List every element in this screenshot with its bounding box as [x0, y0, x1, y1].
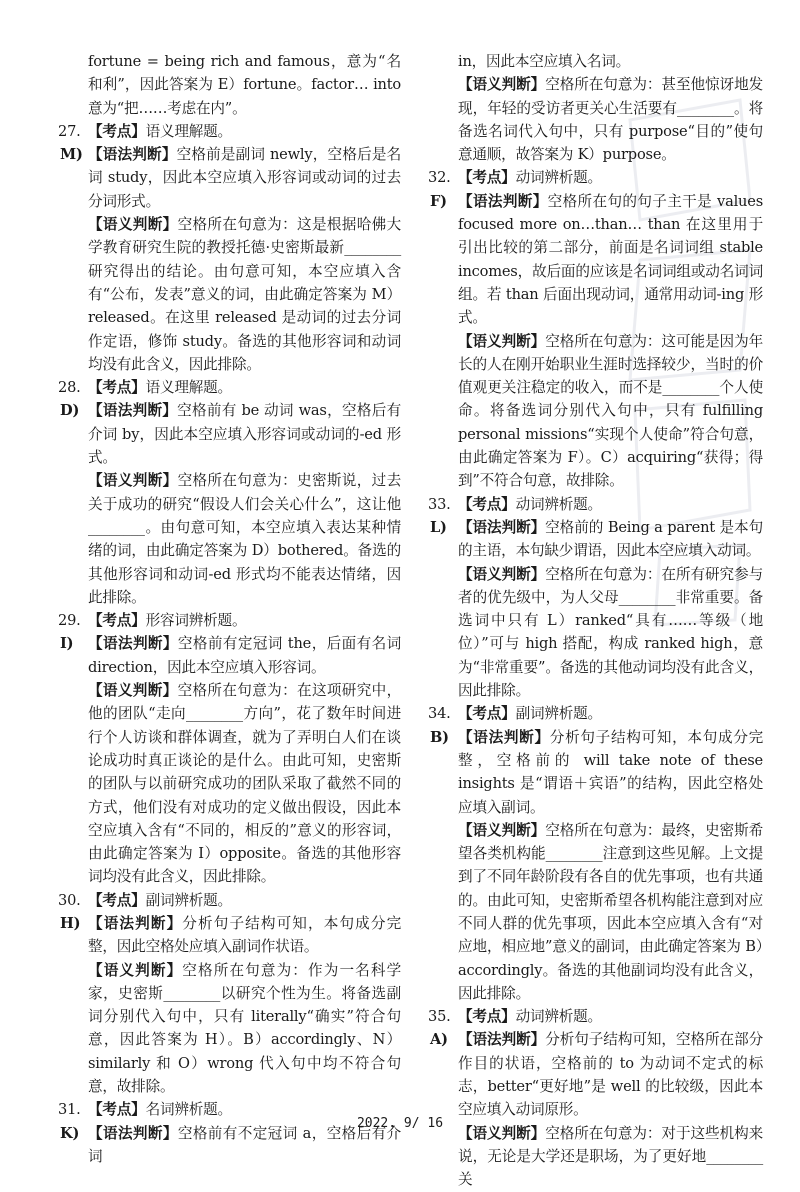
q28-semantic: 【语义判断】空格所在句意为：史密斯说，过去关于成功的研究“假设人们会关心什么”，这让他________。由句意可知，本空应填入表达某种情绪的词，由此确定答案为 D）bothered。备选的其他形容词和动词-ed 形式均不能表达情绪，因此排除。: [88, 472, 401, 606]
q31-grammar: K) 【语法判断】空格前有不定冠词 a，空格后有介词: [58, 1122, 401, 1169]
q29-semantic: 【语义判断】空格所在句意为：在这项研究中，他的团队“走向________方向”，花了数年时间进行个人访谈和群体调查，就为了弄明白人们在谈论成功时真正谈论的是什么。由此可知，史密斯的团队与以前研究成功的团队采取了截然不同的方式，他们没有对成功的定义做出假设，因此本空应填入含有“不同的，相反的”意义的形容词，由此确定答案为 I）opposite。备选的其他形容词均没有此含义，因此排除。: [88, 682, 401, 886]
left-column: [58, 50, 401, 1168]
q28-topic: 【考点】语义理解题。: [88, 379, 232, 397]
page-footer: 2022. 9/ 16: [356, 1116, 444, 1131]
q28-heading: [58, 376, 401, 399]
q31-number: 31.: [58, 1101, 81, 1119]
q34-semantic: 【语义判断】空格所在句意为：最终，史密斯希望各类机构能________注意到这些见解。上文提到了不同年龄阶段有各自的优先事项，也有共通的。由此可知，史密斯希望各机构能注意到对应不同人群的优先事项，因此本空应填入含有“对应地，相应地”意义的副词，由此确定答案为 B）accordingly。备选的其他副词均没有此含义，因此排除。: [458, 821, 763, 1002]
q35-number: 35.: [428, 1008, 451, 1026]
continued-text: fortune = being rich and famous，意为“名和利”，因此答案为 E）fortune。factor… into 意为“把……考虑在内”。: [88, 53, 401, 117]
q27-answer: M): [60, 146, 83, 164]
q32-topic: 【考点】动词辨析题。: [458, 169, 602, 187]
q28-answer: D): [60, 402, 80, 420]
q34-topic: 【考点】副词辨析题。: [458, 705, 602, 723]
q29-topic: 【考点】形容词辨析题。: [88, 612, 247, 630]
q35-grammar: A) 【语法判断】分析句子结构可知，空格所在部分作目的状语，空格前的 to 为动词不定式的标志，better“更好地”是 well 的比较级，因此本空应填入动词原形。: [428, 1028, 763, 1121]
q35-topic: 【考点】动词辨析题。: [458, 1008, 602, 1026]
q30-grammar: H) 【语法判断】分析句子结构可知，本句成分完整，因此空格处应填入副词作状语。: [58, 912, 401, 959]
q34-answer: B): [430, 728, 449, 746]
q29-grammar: I) 【语法判断】空格前有定冠词 the，后面有名词 direction，因此本空应填入形容词。: [58, 632, 401, 679]
q32-heading: [428, 166, 763, 189]
q30-heading: [58, 889, 401, 912]
q29-number: 29.: [58, 612, 81, 630]
q27-number: 27.: [58, 122, 81, 140]
q35-heading: [428, 1005, 763, 1028]
q34-grammar: B) 【语法判断】分析句子结构可知，本句成分完整，空格前的 will take note of these insights 是“谓语＋宾语”的结构，因此空格处应填入副词。: [428, 726, 763, 819]
q33-answer: L): [430, 518, 447, 536]
q32-semantic: 【语义判断】空格所在句意为：这可能是因为年长的人在刚开始职业生涯时选择较少，当时的价值观更关注稳定的收入，而不是________个人使命。将备选词分别代入句中，只有 fulfilling personal missions“实现个人使命”符合句意，由此确定答案为 F）。C）acquiring“获得；得到”不符合句意，故排除。: [458, 332, 763, 490]
q30-semantic: 【语义判断】空格所在句意为：作为一名科学家，史密斯________以研究个性为生。将备选副词分别代入句中，只有 literally“确实”符合句意，因此答案为 H）。B）accordingly、N）similarly 和 O）wrong 代入句中均不符合句意，故排除。: [88, 961, 401, 1096]
continued-text: in，因此本空应填入名词。: [458, 53, 630, 70]
q30-answer: H): [60, 914, 81, 932]
q29-answer: I): [60, 635, 74, 653]
q32-grammar: F) 【语法判断】空格所在句的句子主干是 values focused more on…than… than 在这里用于引出比较的第二部分，前面是名词词组 stable incomes，故后面的应该是名词词组或动名词词组。若 than 后面出现动词，通常用动词-ing 形式。: [428, 190, 763, 330]
q28-grammar: D) 【语法判断】空格前有 be 动词 was，空格后有介词 by，因此本空应填入形容词或动词的-ed 形式。: [58, 399, 401, 469]
q33-topic: 【考点】动词辨析题。: [458, 495, 602, 513]
q29-heading: [58, 609, 401, 632]
q33-heading: [428, 493, 763, 516]
q27-grammar: M) 【语法判断】空格前是副词 newly，空格后是名词 study，因此本空应填入形容词或动词的过去分词形式。: [58, 143, 401, 213]
q34-number: 34.: [428, 705, 451, 723]
q30-topic: 【考点】副词辨析题。: [88, 891, 232, 909]
q35-answer: A): [430, 1031, 448, 1049]
q31-semantic: 【语义判断】空格所在句意为：甚至他惊讶地发现，年轻的受访者更关心生活要有________。将备选名词代入句中，只有 purpose“目的”使句意通顺，故答案为 K）purpose。: [458, 76, 763, 164]
q33-number: 33.: [428, 495, 451, 513]
right-column: [428, 50, 763, 1192]
q27-topic: 【考点】语义理解题。: [88, 122, 232, 140]
q28-number: 28.: [58, 379, 81, 397]
q32-number: 32.: [428, 169, 451, 187]
q33-grammar: L) 【语法判断】空格前的 Being a parent 是本句的主语，本句缺少谓语，因此本空应填入动词。: [428, 516, 763, 563]
q30-number: 30.: [58, 891, 81, 909]
q27-heading: [58, 120, 401, 143]
q32-answer: F): [430, 192, 447, 210]
q35-semantic: 【语义判断】空格所在句意为：对于这些机构来说，无论是大学还是职场，为了更好地________关: [458, 1124, 763, 1189]
q33-semantic: 【语义判断】空格所在句意为：在所有研究参与者的优先级中，为人父母________非常重要。备选词中只有 L）ranked“具有……等级（地位）”可与 high 搭配，构成 ranked high，意为“非常重要”。备选的其他动词均没有此含义，因此排除。: [458, 565, 763, 700]
q31-topic: 【考点】名词辨析题。: [88, 1101, 232, 1119]
q34-heading: [428, 702, 763, 725]
q31-answer: K): [60, 1124, 80, 1142]
q27-semantic: 【语义判断】空格所在句意为：这是根据哈佛大学教育研究生院的教授托德·史密斯最新________研究得出的结论。由句意可知，本空应填入含有“公布，发表”意义的词，由此确定答案为 M）released。在这里 released 是动词的过去分词作定语，修饰 study。备选的其他形容词和动词均没有此含义，因此排除。: [88, 216, 401, 373]
